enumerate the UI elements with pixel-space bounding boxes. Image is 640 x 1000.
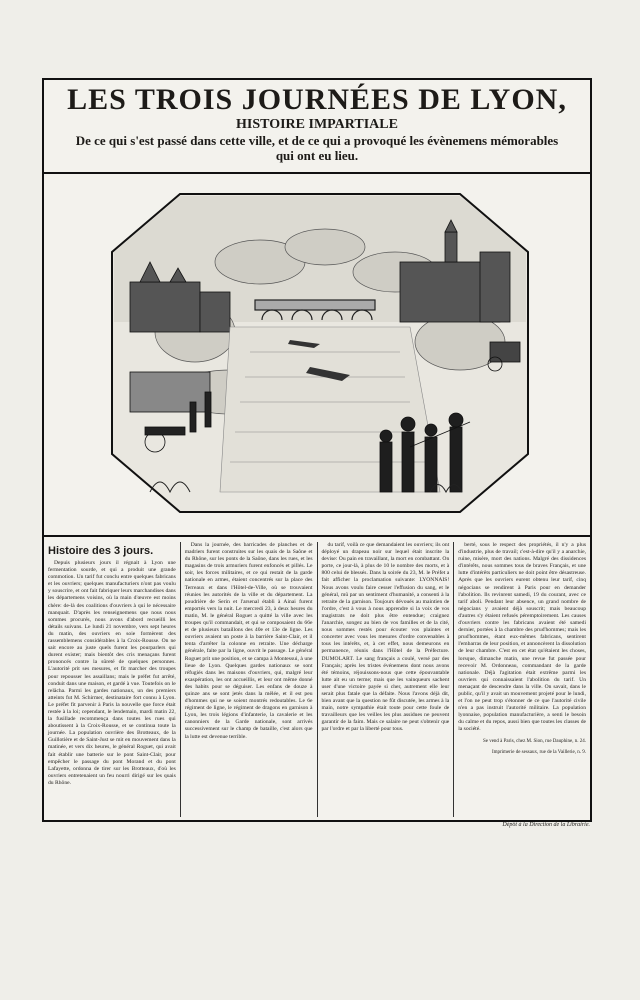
column-3-text: du tarif, voilà ce que demandaient les ouvriers; ils ont déployé un drapeau noir sur lequel était inscrite la devise: Ou pain en travaillant, la mort en combattant. On porte, ce jour-là, à plus de 10 le nombre des morts, et à 800 celui de blessés. Dans la soirée du 23, M. le Préfet a fait afficher la proclamation suivante: LYONNAIS! Nous avons voulu faire cesser l'effusion du sang, et le général, mû par un sentiment d'humanité, a consenti à la retraite de la garnison. Toujours dévoués au maintien de l'ordre, c'est à vous à nous apprendre si la voix de vos magistrats ne doit plus être entendue; craignez l'anarchie, songez au bien de vos familles et de la cité, nous sommes restés pour écouter vos plaintes et concerter avec vous les mesures d'ordre convenables à tous les intérêts, et, à cet effet, nous demeurons en permanence, réunis dans l'Hôtel de la Préfecture. DUMOLART. Le sang français a coulé, versé par des Français; après les tristes événemens dont nous avons été témoins, réjouissons-nous que cette épouvantable lutte ait eu un terme; mais que les vainqueurs sachent user d'une victoire payée si cher, autrement elle leur serait plus fatale que la défaite. Nous l'avons déjà dit, bien avant que la question ne fût discutée, les armes à la main, notre sympathie était toute pour cette foule de travailleurs que les veilles les plus assidues ne peuvent garantir de la faim. Mais ce salaire ne peut s'obtenir que par l'ordre et par la liberté pour tous. (321, 542, 450, 733)
article-column-2 (181, 542, 318, 817)
article-column-1 (44, 542, 181, 817)
article-column-4 (454, 542, 590, 817)
tagline-line-2: qui ont eu lieu. (275, 148, 359, 163)
page-subtitle: HISTOIRE IMPARTIALE (236, 117, 398, 132)
article-columns (44, 542, 590, 817)
column-1-text: Depuis plusieurs jours il régnait à Lyon une fermentation sourde, et qui a produit une grande commotion. Un tarif fut conclu entre quelques fabricans et les ouvriers; quelques manufacturiers n'ont pas voulu y souscrire, et ont fait fabriquer leurs marchandises dans les départemens voisins, où la main d'œuvre est moins chère: de-là des coalitions d'ouvriers à qui le nécessaire manquait. D'après les renseignemens que nous nous sommes procurés, nous avons d'abord recueilli les détails suivans. Le lundi 21 novembre, vers sept heures du matin, des ouvriers en soie formèrent des rassemblemens considérables à la Croix-Rousse. On ne sait encore au juste quels furent les pourparlers qui durent exister; mais bientôt des cris menaçans furent prononcés contre la sûreté de quelques personnes. L'autorité prit ses mesures, et fit marcher des troupes pour repousser les assaillans; mais le préfet fut arrêté, conduit dans une maison, et gardé à vue. Toutefois on le relâcha. Parmi les gardes nationaux, un des premiers atteints fut M. Schirmer, destinataire fort connu à Lyon. Le préfet fit parvenir à Paris la nouvelle que force était restée à la loi; cependant, le lendemain, mardi matin 22, la fusillade recommença dans toutes les rues qui aboutissent à la Croix-Rousse, et se continua toute la journée. La population ouvrière des Brotteaux, de la Guillotière et de Saint-Just se mit en mouvement dans la matinée, et vers dix heures, le général Roguet, qui avait fait établir une batterie sur le pont Saint-Clair, pour empêcher le passage du pont Morand et du pont Lafayette, ordonna de tirer sur les Brotteaux, d'où les ouvriers entretenaient un feu nourri dirigé sur les quais du Rhône. (48, 560, 176, 786)
illustration-divider (44, 535, 590, 537)
engraving-battle-scene (110, 192, 530, 514)
seller-imprint: Se vend à Paris, chez M. Sion, rue Dauphine, n. 24. (482, 738, 586, 744)
article-heading: Histoire des 3 jours. (48, 545, 154, 557)
header-divider (44, 172, 590, 174)
page-title: LES TROIS JOURNÉES DE LYON, (67, 83, 567, 116)
header (44, 80, 590, 172)
column-4-text: berté, sous le respect des propriétés, il n'y a plus d'industrie, plus de travail; c'est-à-dire qu'il y a anarchie, ruine, misère, mort des nations. Malgré des dissidences d'intérêts, nous sommes tous de braves Français, et une lutte d'intérêts particuliers ne doit point être désastreuse. Après que les ouvriers eurent obtenu leur tarif, cinq négocians se rendirent à Paris pour en demander l'abolition. Ils revinrent samedi, 19 du courant, avec ce tarif aboli. Pendant leur absence, un grand nombre de négocians y avaient déjà souscrit; mais beaucoup d'autres s'y étaient refusés péremptoirement. Les causes d'ouvriers contre les fabricans avaient été samedi dernier, portées à la chambre des prud'hommes; mais les prud'hommes, étant eux-mêmes fabricans, sentirent l'embarras de leur position, et annoncèrent la dissolution de leur chambre. C'est en cet état qu'étaient les choses, lorsque, dimanche matin, une revue fut passée pour recevoir M. Ordonneau, commandant de la garde nationale. Déjà l'agitation était extrême parmi les ouvriers qui connaissaient l'abolition du tarif. Un menaçant de descendre dans la ville. On savait, dans le public, qu'il y avait un mouvement projeté pour le lundi, et l'on ne peut trop s'étonner de ce que l'autorité civile n'en a pas instruit l'autorité militaire. La population lyonnaise, population manufacturière, a senti le besoin du calme et du repos, aussi bien que toutes les classes de la société. (458, 542, 586, 733)
column-2-text: Dans la journée, des barricades de planches et de madriers furent construites sur les quais de la Saône et du Rhône, sur les ponts de la Saône, dans les rues, et les magasins de trois armuriers furent enfoncés et pillés. Le soir, les forces militaires, et ce qui restait de la garde nationale en armes, étaient concentrés sur la place des Terreaux et dans l'Hôtel-de-Ville, où se trouvaient réunies les autorités de la ville et du département. La poudrière de Serin et l'arsenal établi à Ainai furent emportés vers la nuit. Le mercredi 23, à deux heures du matin, M. le général Roguet a quitté la ville avec les troupes qu'il commandait, et qui se composaient du 66e et de plusieurs bataillons des 40e et 13e de ligne. Les ouvriers avaient un poste à la barrière Saint-Clair, et il tenta d'arrêter la colonne en retraite. Une décharge générale, faite par la ligne, ouvrit le passage. Le général Roguet prit une position, et se campa à Montessui, à une lieue de Lyon. Quelques gardes nationaux se sont réfugiés dans les maisons d'ouvriers, qui, malgré leur exaspération, les ont accueillis, et leur ont même donné des habits pour se déguiser. Les enfans de douze à quinze ans se sont jetés dans la mêlée, et il est peu d'hommes qui ne se soient montrés redoutables. Le 6e régiment de ligne, le régiment de dragons en garnison à Lyon, les trois légions d'infanterie, la cavalerie et les canonniers de la Garde nationale, sont arrivés successivement sur le champ de bataille, c'est alors que la lutte est devenue terrible. (184, 542, 313, 740)
broadsheet (42, 78, 592, 822)
deposit-note: Dépôt à la Direction de la Librairie. (502, 822, 590, 828)
printer-imprint: Imprimerie de sessaux, rue de la Vaillerie, n. 9. (491, 749, 586, 755)
article-column-3 (318, 542, 455, 817)
tagline-line-1: De ce qui s'est passé dans cette ville, et de ce qui a provoqué les évènemens mémorables (75, 133, 559, 148)
